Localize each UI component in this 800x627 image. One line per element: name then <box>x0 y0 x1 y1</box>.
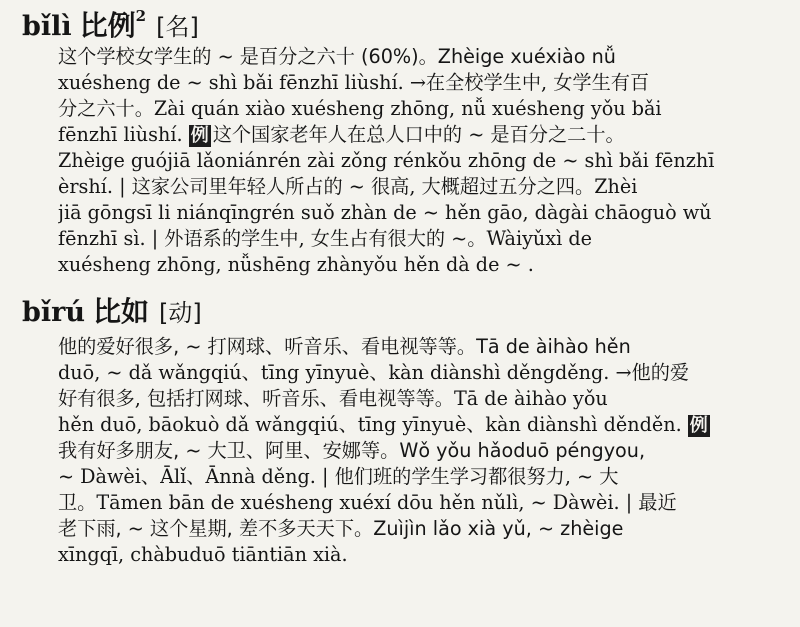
definition-line: 好有很多, 包括打网球、听音乐、看电视等等。Tā de àihào yǒu <box>58 387 608 410</box>
definition-line: xuésheng de ~ shì bǎi fēnzhī liùshí. →在全校学生中, 女学生有百 <box>58 71 650 94</box>
definition-line: 卫。Tāmen bān de xuésheng xuéxí dōu hěn nǔlì, ~ Dàwèi. | 最近 <box>58 491 677 514</box>
definition-line <box>58 122 770 148</box>
entry-header-bili <box>22 4 199 44</box>
definition-line: xuésheng zhōng, nǚshēng zhànyǒu hěn dà de ~ . <box>58 253 534 276</box>
line-text: 这个国家老年人在总人口中的 ~ 是百分之二十。 <box>212 123 625 146</box>
definition-line: èrshí. | 这家公司里年轻人所占的 ~ 很高, 大概超过五分之四。Zhèi <box>58 175 638 198</box>
definition-line: Zhèige guójiā lǎoniánrén zài zǒng rénkǒu zhōng de ~ shì bǎi fēnzhī <box>58 149 715 172</box>
definition-line: 他的爱好很多, ~ 打网球、听音乐、看电视等等。Tā de àihào hěn <box>58 335 631 358</box>
definition-line: xīngqī, chàbuduō tiāntiān xià. <box>58 543 348 566</box>
definition-line: duō, ~ dǎ wǎngqiú、tīng yīnyuè、kàn diànshì děngděng. →他的爱 <box>58 361 690 384</box>
entry-hanzi: 比如 <box>93 295 150 328</box>
entry-hanzi: 比例 <box>79 9 136 42</box>
definition-line: jiā gōngsī li niánqīngrén suǒ zhàn de ~ hěn gāo, dàgài chāoguò wǔ <box>58 201 712 224</box>
example-badge: 例 <box>689 415 708 436</box>
definition-line <box>58 412 770 438</box>
entry-part-of-speech: [名] <box>156 13 199 41</box>
entry-superscript: 2 <box>135 7 147 25</box>
definition-line: fēnzhī sì. | 外语系的学生中, 女生占有很大的 ~。Wàiyǔxì de <box>58 227 592 250</box>
example-badge: 例 <box>190 125 209 146</box>
line-text: fēnzhī liùshí. <box>58 123 189 146</box>
line-text: hěn duō, bāokuò dǎ wǎngqiú、tīng yīnyuè、kàn diànshì děnděn. <box>58 413 688 436</box>
definition-line: 分之六十。Zài quán xiào xuésheng zhōng, nǚ xuésheng yǒu bǎi <box>58 97 662 120</box>
entry-pinyin: bǐlì <box>22 11 72 42</box>
entry-header-biru <box>22 290 202 330</box>
entry-pinyin: bǐrú <box>22 297 85 328</box>
entry-part-of-speech: [动] <box>159 299 202 327</box>
definition-line: 老下雨, ~ 这个星期, 差不多天天下。Zuìjìn lǎo xià yǔ, ~ zhèige <box>58 517 624 540</box>
definition-line: 我有好多朋友, ~ 大卫、阿里、安娜等。Wǒ yǒu hǎoduō péngyou, <box>58 439 646 462</box>
definition-line: 这个学校女学生的 ~ 是百分之六十 (60%)。Zhèige xuéxiào nǚ <box>58 45 616 68</box>
definition-line: ~ Dàwèi、Ālǐ、Ānnà děng. | 他们班的学生学习都很努力, ~ 大 <box>58 465 619 488</box>
